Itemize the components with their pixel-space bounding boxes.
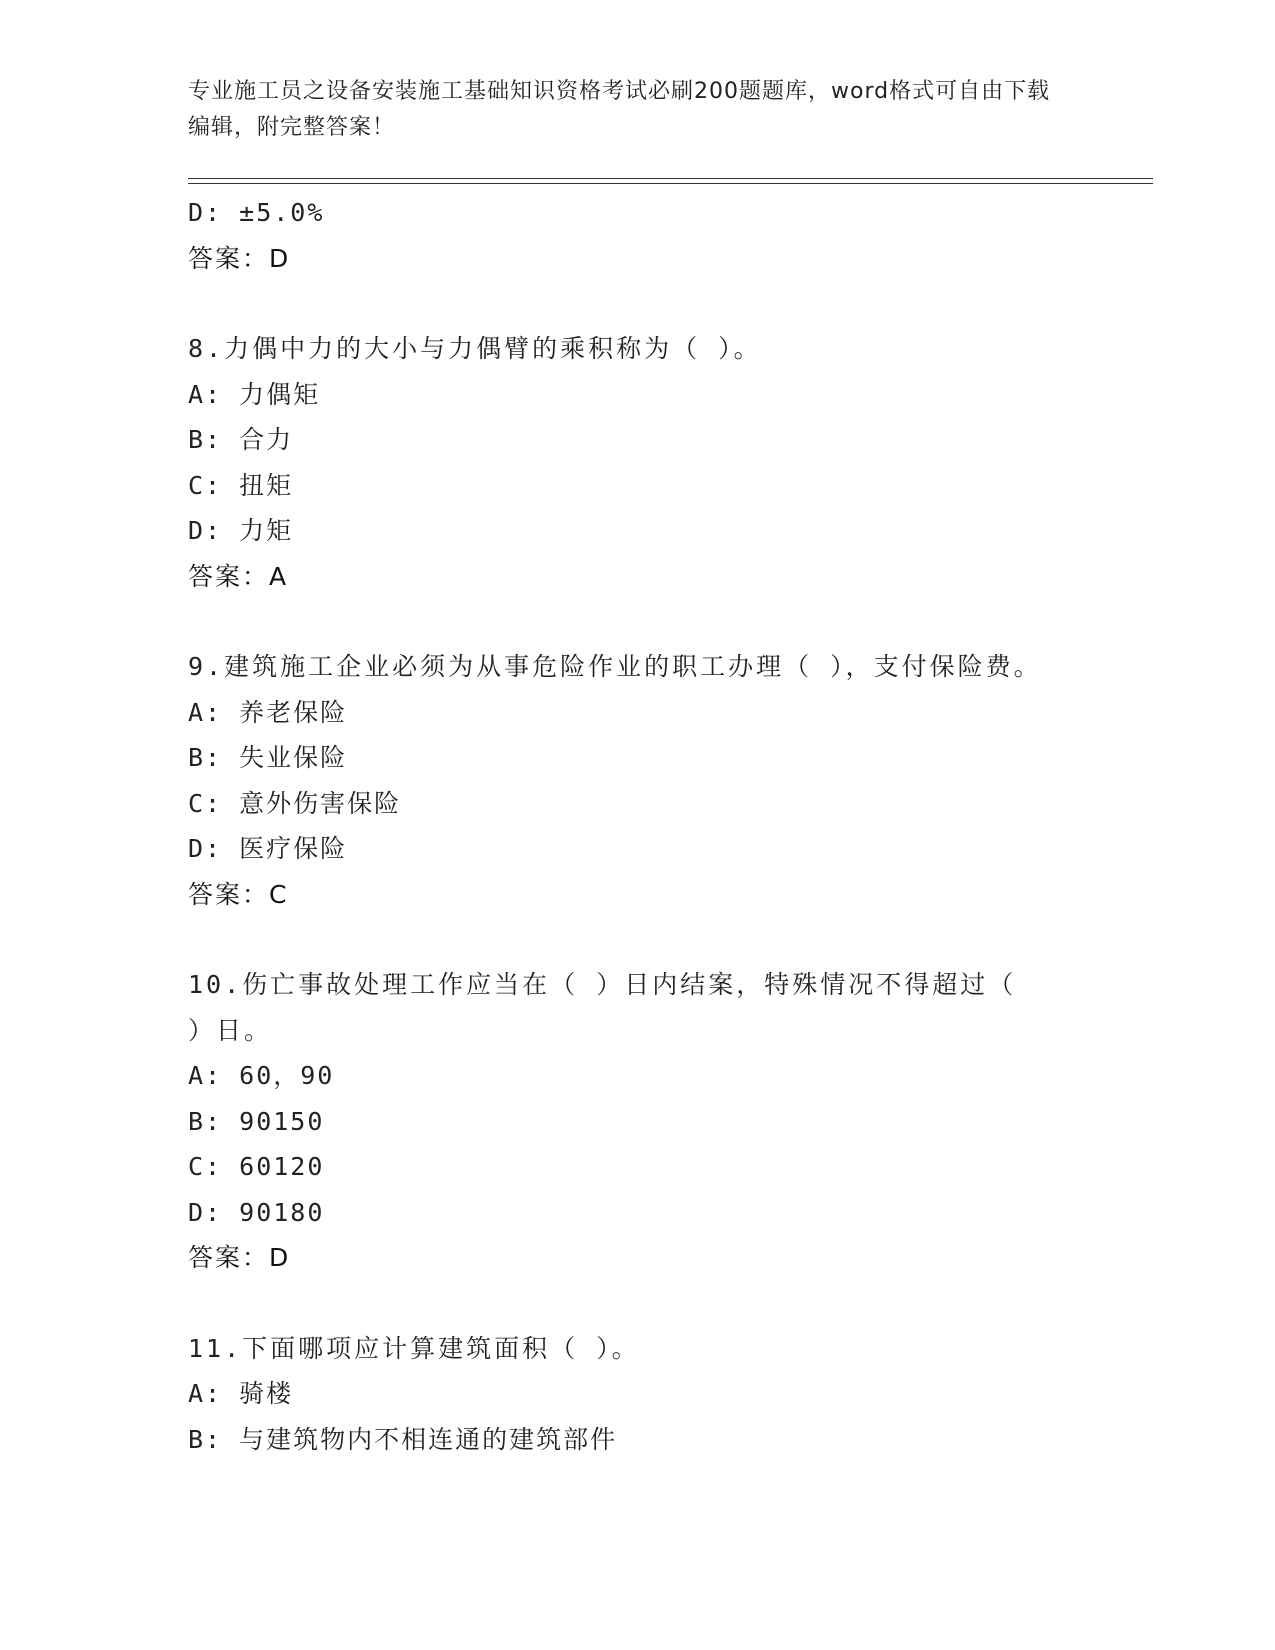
option-a: A: 60，90 — [188, 1061, 335, 1090]
option-c: C: 扭矩 — [188, 470, 294, 500]
question-block — [188, 962, 1108, 1281]
question-block — [188, 1326, 1108, 1463]
option-d: D: ±5.0% — [188, 198, 325, 227]
option-d: D: 力矩 — [188, 516, 294, 545]
document-header-title: 专业施工员之设备安装施工基础知识资格考试必刷200题题库，word格式可自由下载编辑，附完整答案！ — [188, 79, 1051, 140]
question-stem: 8.力偶中力的大小与力偶臂的乘积称为（ ）。 — [188, 334, 762, 363]
question-list — [188, 190, 1108, 1462]
header-divider-top — [188, 178, 1153, 179]
answer-line: 答案：D — [188, 243, 291, 273]
option-d: D: 90180 — [188, 1197, 325, 1227]
answer-line: 答案：C — [188, 879, 289, 909]
option-b: B: 失业保险 — [188, 743, 348, 772]
option-d: D: 医疗保险 — [188, 834, 348, 863]
option-b: B: 90150 — [188, 1106, 325, 1136]
question-stem: 10.伤亡事故处理工作应当在（ ）日内结案，特殊情况不得超过（ ）日。 — [188, 970, 1017, 1045]
question-block — [188, 326, 1108, 599]
option-a: A: 养老保险 — [188, 697, 348, 727]
question-block — [188, 644, 1108, 917]
option-a: A: 骑楼 — [188, 1379, 294, 1408]
question-stem: 11.下面哪项应计算建筑面积（ ）。 — [188, 1333, 640, 1363]
option-b: B: 与建筑物内不相连通的建筑部件 — [188, 1424, 618, 1454]
option-c: C: 60120 — [188, 1152, 325, 1181]
answer-line: 答案：D — [188, 1243, 291, 1272]
option-c: C: 意外伤害保险 — [188, 788, 402, 818]
option-b: B: 合力 — [188, 425, 294, 454]
answer-line: 答案：A — [188, 561, 289, 591]
header-divider-bottom — [188, 183, 1153, 184]
question-stem: 9.建筑施工企业必须为从事危险作业的职工办理（ ），支付保险费。 — [188, 652, 1042, 681]
option-a: A: 力偶矩 — [188, 379, 321, 409]
